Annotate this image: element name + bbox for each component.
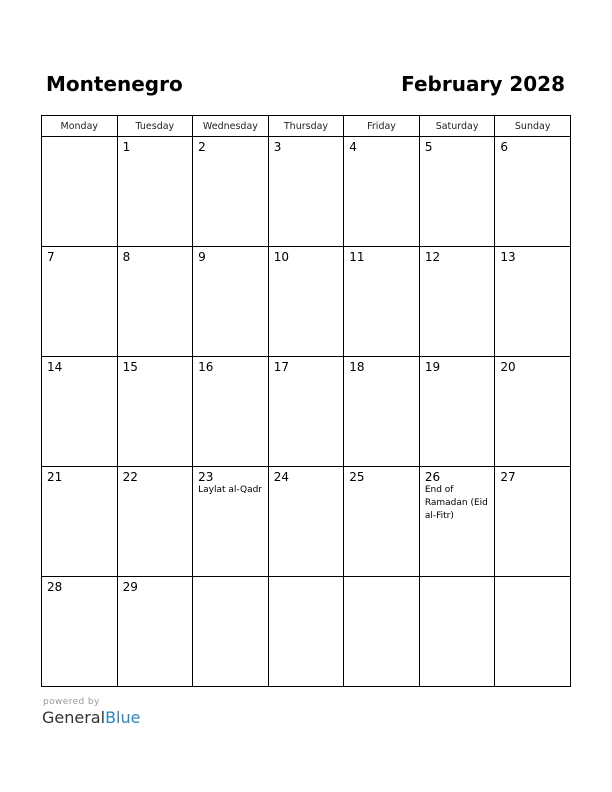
day-number <box>42 137 117 140</box>
day-number: 12 <box>424 250 441 264</box>
weekday-header: Thursday <box>268 116 344 137</box>
day-cell <box>117 467 193 577</box>
day-cell <box>419 137 495 247</box>
week-row <box>42 137 571 247</box>
day-number: 22 <box>122 470 138 484</box>
month-title: February 2028 <box>401 72 565 96</box>
brand-blue-text: Blue <box>105 708 141 727</box>
day-cell <box>419 577 495 687</box>
day-cell <box>419 247 495 357</box>
brand-general-text: General <box>42 708 106 727</box>
day-cell <box>419 467 495 577</box>
day-number: 27 <box>500 470 516 484</box>
week-row <box>42 357 571 467</box>
weekday-header: Wednesday <box>193 116 269 137</box>
day-number: 14 <box>47 360 63 374</box>
day-number: 2 <box>198 140 206 154</box>
day-number: 19 <box>424 360 441 374</box>
day-number: 3 <box>273 140 282 154</box>
day-number: 29 <box>122 580 138 594</box>
day-number <box>495 577 570 580</box>
weekday-header: Saturday <box>419 116 495 137</box>
day-cell <box>193 357 269 467</box>
day-number: 9 <box>198 250 206 264</box>
day-number: 21 <box>47 470 63 484</box>
day-number: 20 <box>500 360 516 374</box>
day-cell <box>193 137 269 247</box>
day-cell <box>42 467 118 577</box>
weekday-header: Sunday <box>495 116 571 137</box>
weekday-header: Monday <box>42 116 118 137</box>
day-cell <box>344 467 420 577</box>
day-cell <box>193 577 269 687</box>
day-cell <box>42 357 118 467</box>
day-number: 23 <box>198 470 214 484</box>
day-number: 25 <box>349 470 365 484</box>
day-number: 4 <box>349 140 357 154</box>
day-number: 26 <box>424 470 441 484</box>
week-row <box>42 247 571 357</box>
day-cell <box>495 247 571 357</box>
day-cell <box>42 137 118 247</box>
day-number <box>344 577 419 580</box>
day-number <box>193 577 268 580</box>
day-number <box>420 577 495 580</box>
holiday-label: End of Ramadan (Eid al-Fitr) <box>424 485 488 521</box>
day-cell <box>117 247 193 357</box>
day-cell <box>344 357 420 467</box>
day-number <box>269 577 344 580</box>
day-number: 28 <box>47 580 63 594</box>
calendar-grid <box>41 115 571 687</box>
day-number: 11 <box>349 250 365 264</box>
day-cell <box>268 247 344 357</box>
day-cell <box>495 357 571 467</box>
day-cell <box>268 357 344 467</box>
powered-by-text: powered by <box>43 697 100 707</box>
day-number: 17 <box>273 360 289 374</box>
day-number: 18 <box>349 360 365 374</box>
day-cell <box>117 577 193 687</box>
day-number: 16 <box>198 360 214 374</box>
day-number: 24 <box>273 470 289 484</box>
day-cell <box>495 577 571 687</box>
day-cell <box>42 577 118 687</box>
day-number: 8 <box>122 250 131 264</box>
day-number: 7 <box>47 250 55 264</box>
week-row <box>42 577 571 687</box>
day-number: 10 <box>273 250 289 264</box>
day-number: 5 <box>424 140 433 154</box>
day-cell <box>419 357 495 467</box>
day-cell <box>344 577 420 687</box>
day-cell <box>193 467 269 577</box>
holiday-label: Laylat al-Qadr <box>198 485 262 495</box>
day-number: 6 <box>500 140 509 154</box>
day-cell <box>344 137 420 247</box>
generalblue-logo[interactable] <box>42 708 140 728</box>
country-title: Montenegro <box>46 72 183 96</box>
day-cell <box>193 247 269 357</box>
weekday-header: Friday <box>344 116 420 137</box>
weekday-header: Tuesday <box>117 116 193 137</box>
day-number: 15 <box>122 360 138 374</box>
day-cell <box>268 577 344 687</box>
day-cell <box>117 137 193 247</box>
day-cell <box>495 467 571 577</box>
day-cell <box>117 357 193 467</box>
weekday-header-row <box>42 116 571 137</box>
day-cell <box>268 467 344 577</box>
week-row <box>42 467 571 577</box>
day-number: 1 <box>122 140 131 154</box>
day-number: 13 <box>500 250 516 264</box>
day-cell <box>495 137 571 247</box>
day-cell <box>344 247 420 357</box>
day-cell <box>42 247 118 357</box>
day-cell <box>268 137 344 247</box>
